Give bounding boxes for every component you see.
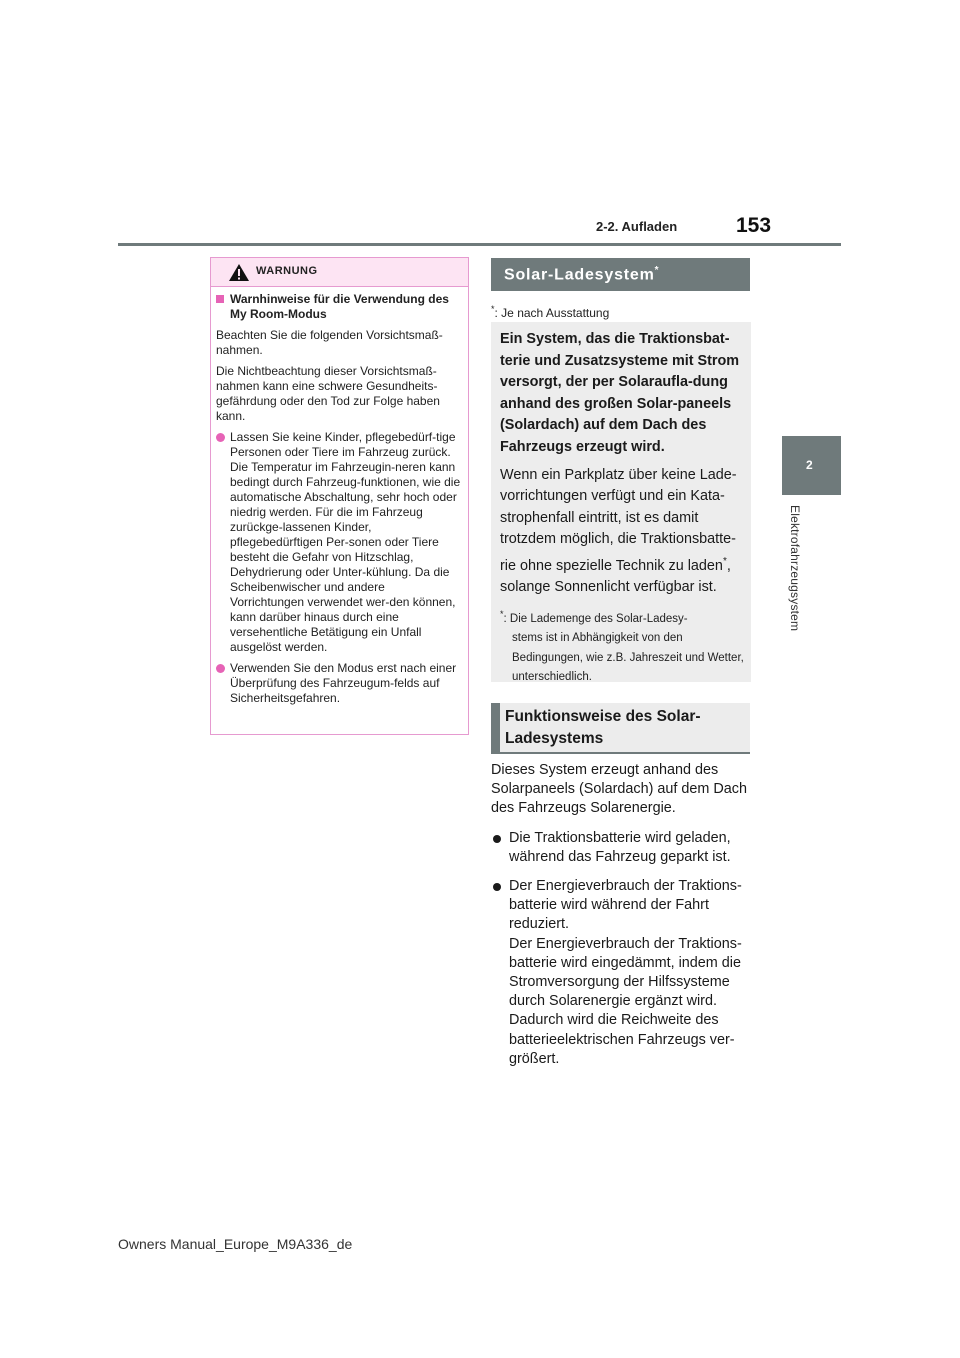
bullet-dot-icon <box>493 883 501 891</box>
list-item: Die Traktionsbatterie wird geladen, während das Fahrzeug geparkt ist. <box>491 829 753 867</box>
warning-body <box>216 292 462 712</box>
warning-paragraph: Die Nichtbeachtung dieser Vorsichtsmaß-nahmen kann eine schwere Gesundheits-gefährdung oder den Tod zur Folge haben kann. <box>216 364 440 423</box>
bullet-dot-icon <box>493 835 501 843</box>
warning-subheading: Warnhinweise für die Verwendung des My Room-Modus <box>216 292 462 322</box>
warning-title: WARNUNG <box>256 265 318 277</box>
section-heading-solar <box>491 258 750 291</box>
chapter-tab-title: Elektrofahrzeugsystem <box>788 505 802 632</box>
section-label: 2-2. Aufladen <box>596 219 678 234</box>
summary-text: Wenn ein Parkplatz über keine Lade-vorrichtungen verfügt und ein Kata-strophenfall eintritt, ist es damit trotzdem möglich, die Traktionsbatte-rie ohne spezielle Technik zu laden*, solange Sonnenlicht verfügbar ist. <box>500 466 737 596</box>
header-divider <box>118 243 841 246</box>
chapter-tab-number: 2 <box>806 458 813 472</box>
warning-box <box>210 257 469 735</box>
function-intro: Dieses System erzeugt anhand des Solarpaneels (Solardach) auf dem Dach des Fahrzeugs Solarenergie. <box>491 762 747 817</box>
warning-header <box>211 258 468 287</box>
circle-bullet-icon <box>216 433 225 442</box>
footer-manual-id: Owners Manual_Europe_M9A336_de <box>118 1236 353 1252</box>
summary-bold: Ein System, das die Traktionsbat-terie und Zusatzsysteme mit Strom versorgt, der per Solaraufla-dung anhand des großen Solar-paneels (Solardach) auf dem Dach des Fahrzeugs erzeugt wird. <box>500 331 740 455</box>
summary-box <box>491 322 751 682</box>
section-heading-text: Solar-Ladesystem* <box>504 265 660 284</box>
circle-bullet-icon <box>216 664 225 673</box>
list-item: Der Energieverbrauch der Traktions-batterie wird während der Fahrt reduziert. Der Energieverbrauch der Traktions-batterie wird eingedämmt, indem die Stromversorgung der Hilfssysteme durch Solarenergie ergänzt wird. Dadurch wird die Reichweite des batterieelektrischen Fahrzeugs ver-größert. <box>491 877 753 1069</box>
section-heading-function <box>491 703 750 754</box>
section-heading-text: Funktionsweise des Solar-Ladesystems <box>505 708 701 747</box>
function-body <box>491 761 753 1079</box>
warning-paragraph: Beachten Sie die folgenden Vorsichtsmaß-nahmen. <box>216 328 443 357</box>
warning-triangle-icon <box>228 263 250 282</box>
warning-bullet: Verwenden Sie den Modus erst nach einer Überprüfung des Fahrzeugum-felds auf Sicherheitsgefahren. <box>216 661 462 706</box>
page-number: 153 <box>736 214 772 237</box>
summary-footnote: *: Die Lademenge des Solar-Ladesy- stems ist in Abhängigkeit von den Bedingungen, wie z.B. Jahreszeit und Wetter, unterschiedlich. <box>500 608 744 684</box>
square-bullet-icon <box>216 295 224 303</box>
availability-footnote: *: Je nach Ausstattung <box>491 304 610 320</box>
warning-bullet: Lassen Sie keine Kinder, pflegebedürf-tige Personen oder Tiere im Fahrzeug zurück. Die Temperatur im Fahrzeugin-neren kann bedingt durch Fahrzeug-funktionen, wie die automatische Abschaltung, sehr hoch oder niedrig werden. Für die im Fahrzeug zurückge-lassenen Kinder, pflegebedürftigen Per-sonen oder Tiere besteht die Gefahr von Hitzschlag, Dehydrierung oder Unter-kühlung. Da die Scheibenwischer und andere Vorrichtungen verwendet wer-den können, kann darüber hinaus durch eine versehentliche Betätigung ein Unfall ausgelöst werden. <box>216 430 462 655</box>
